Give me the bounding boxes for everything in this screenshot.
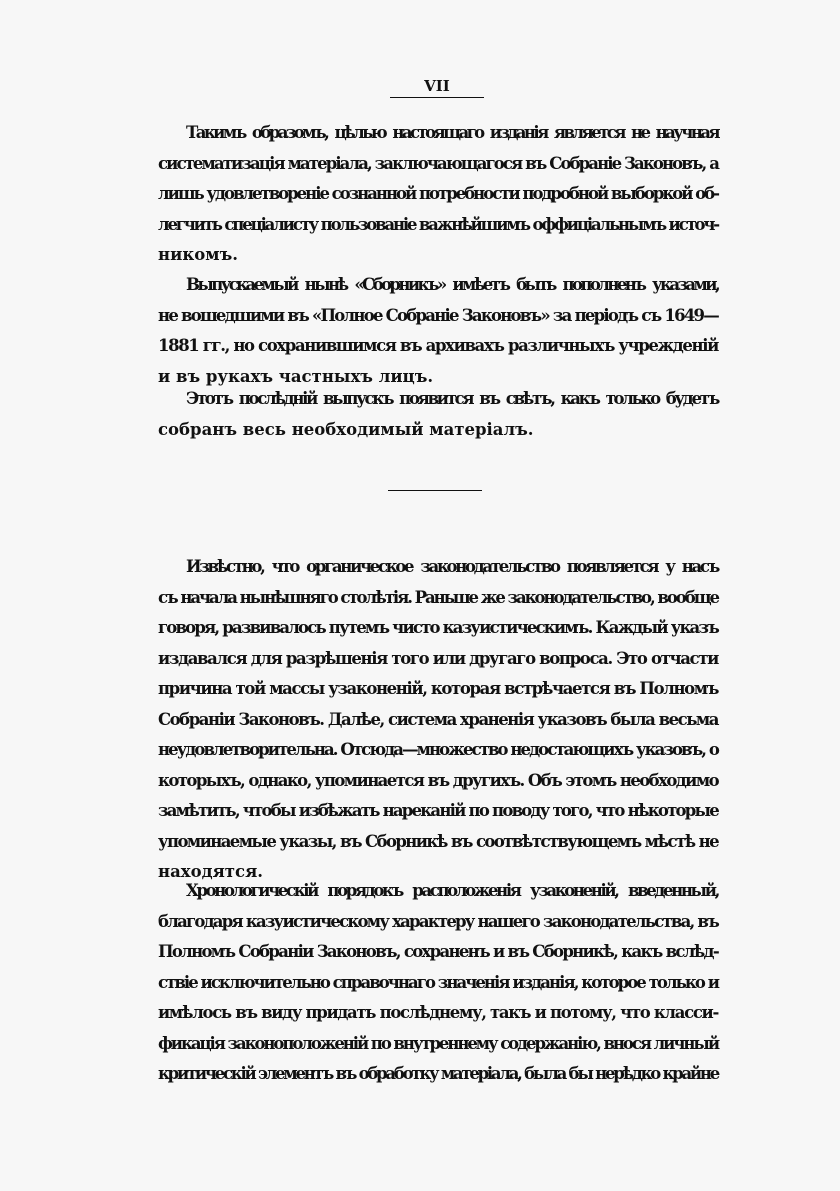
text-line: никомъ. — [158, 245, 238, 264]
text-line: легчить спеціалисту пользованіе важнѣйшимъ оффиціальнымъ источ- — [158, 214, 718, 234]
text-line: Выпускаемый нынѣ «Сборникъ» имѣетъ быть пополненъ указами, — [186, 275, 718, 294]
text-line: 1881 гг., но сохранившимся въ архивахъ различныхъ учрежденій — [158, 336, 718, 355]
text-line: ствіе исключительно справочнаго значенія изданія, которое только и — [158, 972, 718, 992]
paragraph-3 — [158, 384, 718, 445]
text-line: имѣлось въ виду придать послѣднему, такъ и потому, что класси- — [158, 1003, 718, 1022]
text-line: которыхъ, однако, упоминается въ другихъ. Объ этомъ необходимо — [158, 770, 718, 790]
text-line: систематизація матеріала, заключающагося въ Собраніе Законовъ, а — [158, 153, 718, 173]
text-line: лишь удовлетвореніе сознанной потребности подробной выборкой об- — [158, 184, 718, 203]
header-rule — [390, 97, 484, 98]
text-line: издавался для разрѣшенія того или другаго вопроса. Это отчасти — [158, 648, 718, 668]
section-separator — [388, 490, 482, 491]
text-line: неудовлетворительна. Отсюда—множество недостающихъ указовъ, о — [158, 740, 718, 759]
text-line: благодаря казуистическому характеру нашего законодательства, въ — [158, 911, 718, 931]
text-line: критическій элементъ въ обработку матеріала, была бы нерѣдко крайне — [158, 1064, 718, 1083]
text-line: находятся. — [158, 862, 264, 881]
text-line: замѣтить, чтобы избѣжать нареканій по поводу того, что нѣкоторые — [158, 801, 718, 820]
text-line: причина той массы узаконеній, которая встрѣчается въ Полномъ — [158, 679, 718, 698]
text-line: Этотъ послѣдній выпускъ появится въ свѣтъ, какъ только будетъ — [186, 389, 718, 408]
text-line: Хронологическій порядокъ расположенія узаконеній, введенный, — [186, 881, 718, 900]
paragraph-4 — [158, 552, 718, 888]
paragraph-5 — [158, 876, 718, 1090]
text-line: говоря, развивалось путемъ чисто казуистическимъ. Каждый указъ — [158, 618, 718, 637]
page-number: VII — [424, 77, 450, 95]
text-line: собранъ весь необходимый матеріалъ. — [158, 419, 534, 439]
text-line: и въ рукахъ частныхъ лицъ. — [158, 366, 434, 386]
text-line: Собраніи Законовъ. Далѣе, система храненія указовъ была весьма — [158, 709, 718, 729]
text-line: Извѣстно, что органическое законодательство появляется у насъ — [186, 557, 718, 576]
paragraph-1 — [158, 118, 718, 271]
text-line: съ начала нынѣшняго столѣтія. Раньше же законодательство, вообще — [158, 587, 718, 607]
text-line: Полномъ Собраніи Законовъ, сохраненъ и въ Сборникѣ, какъ вслѣд- — [158, 942, 718, 961]
text-line: Такимъ образомъ, цѣлью настоящаго изданія является не научная — [186, 123, 718, 142]
paragraph-2 — [158, 270, 718, 392]
text-line: фикація законоположеній по внутреннему содержанію, внося личный — [158, 1033, 718, 1053]
text-line: не вошедшими въ «Полное Собраніе Законовъ» за періодъ съ 1649— — [158, 305, 718, 325]
text-line: упоминаемые указы, въ Сборникѣ въ соотвѣтствующемъ мѣстѣ не — [158, 831, 718, 851]
